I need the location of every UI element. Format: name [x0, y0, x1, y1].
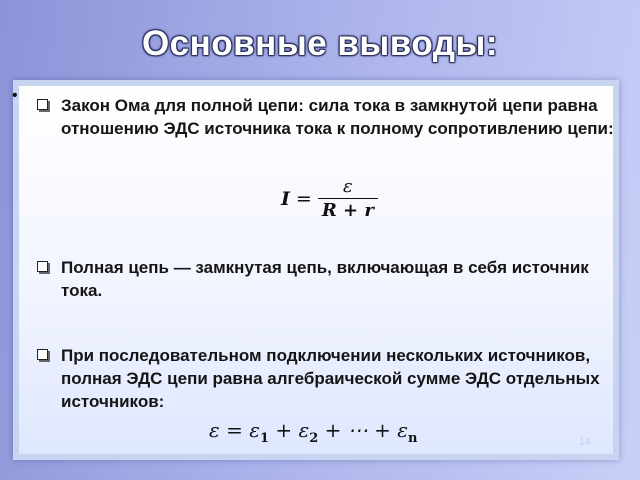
formula-term: ε: [397, 418, 408, 442]
formula-term: ε: [249, 418, 260, 442]
formula-subscript: n: [407, 431, 418, 446]
formula-equals: =: [295, 187, 312, 210]
formula-subscript: 2: [309, 431, 319, 446]
formula-plus: +: [324, 418, 342, 442]
formula-equals: =: [226, 418, 243, 442]
formula-fraction: [318, 176, 378, 221]
formula-subscript: 1: [259, 431, 269, 446]
checkbox-bullet-icon: [37, 349, 48, 360]
formula-ellipsis: ⋯: [347, 418, 368, 442]
checkbox-bullet-icon: [37, 261, 48, 272]
formula-term: ε: [298, 418, 310, 442]
bullet-text: Полная цепь — замкнутая цепь, включающая в себя источник тока.: [61, 258, 589, 300]
formula-emf: ε: [209, 418, 220, 442]
slide-title: Основные выводы:: [141, 24, 499, 63]
formula-numerator: ε: [343, 176, 353, 197]
stray-bullet-dot: •: [12, 87, 18, 104]
bullet-item-full-circuit: [33, 256, 619, 302]
formula-current: I: [281, 187, 290, 210]
formula-denominator: R + r: [318, 198, 378, 221]
formula-plus: +: [275, 418, 293, 442]
emf-sum-formula: [209, 418, 417, 446]
bullet-text: При последовательном подключении нескольких источников, полная ЭДС цепи равна алгебраической сумме ЭДС отдельных источников:: [61, 346, 600, 411]
content-panel: [13, 80, 619, 460]
bullet-item-ohm-law: [33, 94, 619, 140]
formula-plus: +: [374, 418, 391, 442]
bullet-item-series-sources: [33, 344, 619, 413]
bullet-text: Закон Ома для полной цепи: сила тока в замкнутой цепи равна отношению ЭДС источника тока к полному сопротивлению цепи:: [61, 96, 614, 138]
ohm-law-formula: [281, 176, 378, 221]
page-number: 14: [578, 436, 591, 448]
checkbox-bullet-icon: [37, 99, 48, 110]
